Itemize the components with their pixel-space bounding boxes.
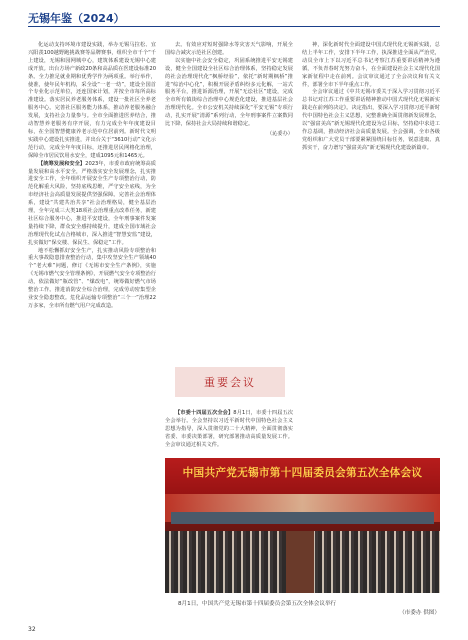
paragraph: 地不松懈抓好安全生产，扎实推动风险专项整治和重大事故隐患排查整治行动，集中攻坚安全生产领域40个“老大难”问题，修订《无锡市安全生产条例》，实施《无锡市燃气安全管理条例》，开展燃气安全专项整治行动，依法做好“瓶改管”、“煤改电”，统筹做好燃气市场整治工作。推进消防安全综合治理，完成劳动密集型企业安全隐患整改。危化品运输专项整治“三个一”治理22万多家，全市所有燃气用户完成改造。 [28, 247, 156, 309]
section-label: 【市委十四届五次全会】 [175, 410, 234, 416]
paragraph: 化运动支持环境市建设实践，举办无锡马拉松、宜兴阳羡100越野跑挑战赛等品牌赛事，组织全市千个“千上建设，无锡和园网城中心，建筑体系建设无锡中心建成开放。出台方场产新政20条和高品质在医建设标准20条。全力推足就业期和优秀学作为两项重。举行举作，使准，使年民年机构，采全设“一老一幼”，建设全国首个专业化示范单位，还连国家计划，并按全市每所高标准建设。落实居民养老服务体系，建设一批社区全养老服务中心。完善社区服务能力体系，推动养老服务融合发展，支持社会力量参与。全市全面推进医养结合，推动智慧养老服务有序开展，有力完成全年年度建设目标，在全国智慧健康养老示范中位居前列。新时代文明实践中心建设扎实推进，并出台关于“3610行动”文化示范行动，完成全年年度目标，还推进居民网格化治理，保障全市居民饮用水安全，建成1095元和1465元。 [28, 42, 156, 159]
page-number: 32 [28, 626, 36, 633]
section-heading: 重要会议 [204, 376, 256, 389]
column-middle [165, 42, 293, 139]
caption-text: 8月1日，中国共产党无锡市第十四届委员会第五次全体会议举行 [178, 601, 337, 607]
meeting-photo [165, 458, 440, 593]
column-left [28, 42, 156, 311]
photo-aisle [286, 531, 314, 593]
caption-credit: （市委办 供图） [399, 609, 440, 616]
paragraph: 以实施中社会安全稳定，巩固系统推进平安无锡建设，健全全国建设全社区综合治理体系，坚持稳定发展的社会治理现代化“枫桥经验”，依托“新时期枫桥”推进“综治中心化”，积极开展矛盾纠纷多元化解，一站式服务平台，推进诉源治理，开展“无讼社区”建设，完成全市所有镇街综合治理中心规范化建设，推进基层社会治理现代化。全市公安机关持续深化“平安无锡”专项行动，扎实开展“清源”系列行动，全年刑事案件立案数同比下降，保持社会大局持续和谐稳定。 [165, 57, 293, 128]
photo-dais [171, 512, 434, 524]
paragraph: 神，深化新时代全面建设中国式现代化无锡新实践，总结上半年工作，安排下半年工作，执深推进全面从严治党，动员全市上下以习近平总书记考察江苏重要讲话精神为遵循，不负青春时光努力奋斗，在全面建设社会主义现代化国家新征程中走在前列。会议审议通过了全会决议和有关文件，部署全市下半年重点工作。 [302, 42, 440, 88]
photo-caption [178, 600, 440, 617]
paragraph-text: 2023年，市委市政府统筹高质量发展和高水平安全，严格落实安全发展理念，扎实推进安全工作，全年组织开展安全生产专项整治行动，防范化解重大风险，坚持底线思维，严守安全底线，为全市经济社会高质量发展提供坚强保障。完善社会治理体系，建设“共建共治共享”社会治理格局，健全基层治理，全年完成三大类18项社会治理重点改革任务，新建社区综合服务中心，推进平安建设，全年刑事案件发案量持续下降，群众安全感持续提升，建成全国市域社会治理现代化试点合格城市，深入推进“智慧安监”建设，扎实做好“保交楼、保民生、保稳定”工作。 [28, 160, 156, 246]
photo-banner-text: 中国共产党无锡市第十四届委员会第五次全体会议 [182, 467, 423, 479]
column-right [302, 42, 440, 153]
column-middle-lower [165, 410, 293, 450]
signature: （沁委办） [267, 130, 293, 137]
section-heading-box [175, 367, 285, 397]
paragraph [28, 161, 156, 248]
section-label: 【统筹发展和安全】 [38, 160, 86, 167]
paragraph: 去。有效应对短时强降水等灾害天气影响，开展全国综合减灾示范社区创建。 [165, 42, 293, 56]
paragraph-text: 8月1日，市委十四届五次全会举行。全会坚持以习近平新时代中国特色社会主义思想为指导，深入贯彻党的二十大精神，全面贯彻落实省委、市委决策部署，研究部署推动高质量发展工作。全会审议通过相关文件。 [165, 410, 293, 448]
page-header-title: 无锡年鉴（2024） [28, 12, 125, 25]
paragraph: 全会审议通过《中共无锡市委关于深入学习贯彻习近平总书记对江苏工作重要讲话精神推动中国式现代化无锡新实践走在前列的决定》。决定指出，要深入学习贯彻习近平新时代中国特色社会主义思想，完整准确全面贯彻新发展理念，以“强富美高”新无锡现代化建设为总目标，坚持稳中求进工作总基调，推动经济社会高质量发展。全会强调，全市各级党组织和广大党员干部要紧紧围绕目标任务，锐意进取、真抓实干，奋力谱写“强富美高”新无锡现代化建设新篇章。 [302, 89, 440, 151]
paragraph [165, 410, 293, 450]
header-rule [28, 26, 440, 27]
